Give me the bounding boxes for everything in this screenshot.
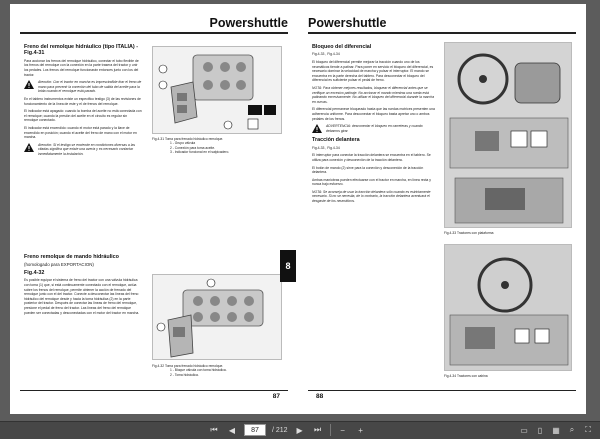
caption-item: 1 - Bloque válvula con toma hidráulica. — [170, 368, 227, 373]
last-page-icon[interactable]: ⏭ — [313, 425, 322, 434]
paragraph: El bloqueo del diferencial permite mejorar la tracción cuando uno de los neumáticos tiende a patinar. Para poner en servicio el bloqueo del diferencial, es necesario dominar la velocidad de marcha y pulsar el interruptor. El mando se encuentra en la parte derecha del tablero. Para desconectar el bloqueo del diferencial es suficiente pulsar el pedal de freno. — [312, 60, 434, 83]
page-footer — [20, 390, 288, 404]
page-navigation — [208, 424, 367, 436]
page-number-input[interactable]: 87 — [244, 424, 266, 436]
note: NOTA: Se aconseja de usar la tracción delantera sólo cuando es estrictamente necesario. Si no se necesita, de lo contrario, la tracción delantera acentuará el desgaste de los neumáticos. — [312, 189, 431, 204]
valve-block-image — [153, 275, 282, 360]
figure-4-32-caption — [152, 364, 288, 377]
valve-diagram-image — [153, 47, 282, 134]
paragraph: El indicador está encendido: cuando el motor está parado y la llave de encendido en posición; cuando el aceite del freno de mano con el motor en marcha. — [24, 125, 137, 140]
tractor-cabin-image — [445, 245, 572, 371]
figure-reference: Fig.4-33 , Fig.4-34 — [312, 52, 340, 57]
figure-4-33-caption: Fig.4-33 Tractores con plataforma — [444, 231, 494, 235]
page-header — [20, 14, 288, 34]
figure-4-33 — [444, 42, 572, 228]
paragraph: Para accionar los frenos del remolque hidráulico, conectar el tubo flexible de los frenos del remolque con la conexión en la parte trasera del tractor y unir los pedales. Los frenos del remolque funcionarán entonces junto con los del tractor. — [24, 58, 139, 77]
figure-4-31-caption — [152, 137, 288, 154]
page-88 — [298, 4, 586, 414]
search-icon[interactable]: ⌕ — [569, 425, 575, 434]
caption-item: 3 - Indicador funcional en el salpicadero. — [170, 149, 230, 154]
caption-title: Fig.4-32 Toma para frenado hidráulico remolque. — [152, 364, 224, 368]
page-number: 88 — [316, 393, 324, 400]
two-page-icon[interactable]: ▯ — [537, 425, 543, 435]
page-footer — [308, 390, 576, 404]
grid-view-icon[interactable]: ▦ — [552, 425, 560, 435]
zoom-out-icon[interactable]: − — [340, 425, 345, 435]
section-title: Bloqueo del diferencial — [312, 44, 372, 50]
chapter-tab: 8 — [280, 250, 296, 282]
figure-reference: Fig.4-33 , Fig.4-34 — [312, 145, 340, 150]
section-subtitle: (homologado para EXPORTACION) — [24, 262, 94, 268]
caption-item: 2 - Toma hidráulica. — [170, 372, 199, 377]
attention-text: Atención: Si el testigo se enciende en condiciones diversas a las citadas significa que existe una avería y es necesario contactar inmediatamente la instalación. — [38, 142, 136, 156]
paragraph: En el tablero instrumentos existe un especifico testigo (3) de las revisiones de funcionamiento de la línea de este y el de frenos del remolque. — [24, 96, 141, 106]
figure-4-34 — [444, 244, 572, 371]
warning-icon — [24, 80, 34, 89]
figure-4-31 — [152, 46, 282, 134]
toolbar-divider — [330, 424, 331, 436]
note: NOTA: Para obtener mejores resultados, bloquear el diferencial antes que se verifique un excesivo patinaje. No accionar el mando mientras una rueda está patinando excesivamente. No utilizar el bloqueo del diferencial durante la marcha en curvas. — [312, 85, 435, 104]
left-column-text-2 — [24, 254, 142, 318]
paragraph: Es posible equipar el sistema de freno del tractor con una válvula hidráulica con toma (1) que, si está continuamente conectado con el remolque, actúa sobre los frenos del remolque, permite obtener la acción de frenado del remolque junto con el del tractor. Conecte a desconectar las líneas del freno hidráulico del remolque desde y hacia la toma hidráulica (2) en la parte posterior del tractor. Después de conectar las líneas de freno del remolque, presione el pedal de freno del tractor. Las líneas del freno del remolque pueden ser conectadas y desconectadas con el motor del tractor en marcha. — [24, 278, 140, 315]
zoom-in-icon[interactable]: + — [358, 425, 363, 435]
warning-icon — [24, 143, 34, 152]
warning-text: ADVERTENCIA: desconectar el bloqueo en carreteras y cuando debamos girar. — [326, 124, 423, 133]
figure-4-34-caption: Fig.4-34 Tractores con cabina — [444, 374, 488, 378]
caption-title: Fig.4-31 Toma para frenado hidráulico remolque. — [152, 137, 224, 141]
next-page-icon[interactable]: ▶ — [296, 425, 303, 435]
page-header-title: Powershuttle — [209, 16, 288, 30]
attention-note — [24, 80, 142, 94]
attention-note — [24, 143, 142, 157]
paragraph: El indicador está apagado: cuando la bomba del aceite no está conectada con el remolque; cuando la presión del aceite en el circuito es regular sin remolque conectado. — [24, 109, 142, 123]
figure-reference: Fig.4-32 — [24, 270, 45, 276]
paragraph: Ambas maniobras pueden efectuarse con el tractor en marcha, en línea recta y nunca bajo esfuerzo. — [312, 177, 431, 187]
left-column-text — [24, 44, 142, 160]
previous-page-icon[interactable]: ◀ — [228, 425, 236, 435]
tractor-platform-image — [445, 43, 572, 228]
section-title: Freno del remolque hidráulico (tipo ITALIA) - Fig.4-31 — [24, 44, 139, 57]
page-header — [308, 14, 576, 34]
page-87 — [10, 4, 298, 414]
warning-note — [312, 124, 436, 133]
page-number: 87 — [272, 393, 280, 400]
figure-4-32 — [152, 274, 282, 360]
paragraph: El diferencial permanece bloqueado hasta que las ruedas motrices presenten una adherencia uniforme. Para desconectar el bloqueo basta apretar uno o ambos pedales de los frenos. — [312, 107, 435, 121]
fullscreen-icon[interactable]: ⛶ — [585, 425, 591, 434]
right-column-text — [312, 44, 436, 207]
total-pages-label: / 212 — [272, 426, 288, 434]
first-page-icon[interactable]: ⏮ — [210, 425, 218, 434]
viewer-toolbar — [0, 421, 600, 439]
toolbar-right — [518, 424, 594, 436]
caption-item: 2 - Conexión para toma aceite. — [170, 145, 216, 150]
paragraph: El botón de mando (2) sirve para la conexión y desconexión de la tracción delantera. — [312, 165, 424, 175]
attention-text: Atención: Con el tractor en marcha es imprescindible tirar el freno de mano para prevenir la conexión del tubo de salida del aceite para la brida cuando el remolque está parado. — [38, 80, 142, 94]
section-title: Freno remolque de mando hidráulico — [24, 254, 119, 260]
page-header-title: Powershuttle — [308, 16, 387, 30]
warning-icon — [312, 124, 322, 133]
paragraph: El interruptor para conectar la tracción delantera se encuentra en el tablero. Se utiliza para conexión y desconexión de la tracción delantera. — [312, 153, 431, 162]
caption-item: 1 - Grupo válvula — [170, 141, 196, 146]
single-page-icon[interactable]: ▭ — [520, 425, 528, 435]
section-title: Tracción delantera — [312, 137, 360, 144]
